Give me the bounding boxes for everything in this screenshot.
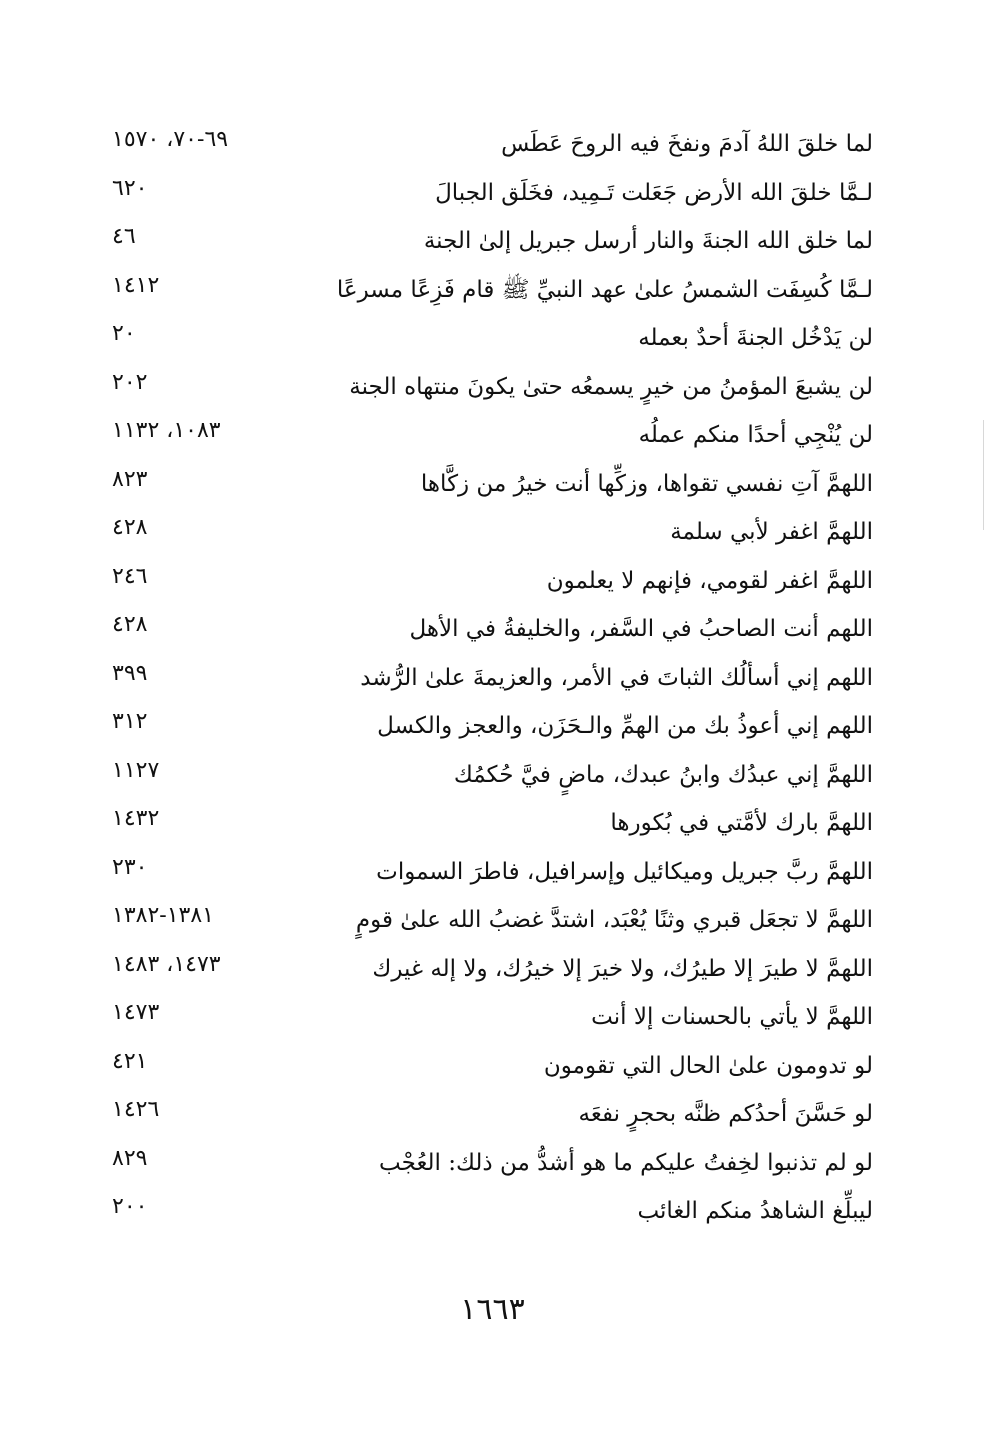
list-item — [100, 803, 873, 852]
entry-page-refs: ٨٢٣ — [112, 466, 148, 492]
list-item — [100, 1094, 873, 1143]
entry-text: لن يُنْجِي أحدًا منكم عملُه — [638, 422, 873, 448]
entry-text: اللهمَّ لا طيرَ إلا طيرُك، ولا خيرَ إلا خيرُك، ولا إله غيرك — [372, 955, 873, 982]
entry-page-refs: ٤٢١ — [112, 1048, 148, 1074]
entry-text: لـمَّا خلقَ الله الأرض جَعَلت تَـمِيد، فخَلَق الجبالَ — [435, 179, 873, 206]
entry-text: اللهم إني أعوذُ بك من الهمِّ والـحَزَن، والعجز والكسل — [377, 713, 873, 739]
list-item — [100, 561, 873, 610]
list-item — [100, 852, 873, 901]
entry-page-refs: ٣١٢ — [112, 709, 148, 734]
list-item — [100, 367, 873, 416]
entry-text: اللهمَّ ربَّ جبريل وميكائيل وإسرافيل، فاطرَ السموات — [376, 858, 873, 885]
list-item — [100, 173, 873, 222]
list-item — [100, 900, 873, 949]
list-item — [100, 221, 873, 270]
entry-page-refs: ٢٠٠ — [112, 1194, 148, 1219]
entry-text: لو تدومون علىٰ الحال التي تقومون — [543, 1052, 873, 1079]
entry-text: اللهمَّ اغفر لأبي سلمة — [670, 519, 873, 545]
list-item — [100, 1191, 873, 1240]
entry-page-refs: ٣٩٩ — [112, 660, 148, 686]
entry-page-refs: ٢٣٠ — [112, 854, 148, 880]
entry-text: لما خلقَ اللهُ آدمَ ونفخَ فيه الروحَ عَطَس — [501, 131, 873, 157]
list-item — [100, 658, 873, 707]
entry-text: لما خلق الله الجنةَ والنار أرسل جبريل إلىٰ الجنة — [423, 228, 873, 254]
entry-page-refs: ١٤٢٦ — [112, 1097, 160, 1122]
entry-text: اللهمَّ لا يأتي بالحسنات إلا أنت — [591, 1004, 873, 1030]
entry-page-refs: ٦٢٠ — [112, 175, 148, 201]
list-item — [100, 318, 873, 367]
entry-text: لن يَدْخُل الجنةَ أحدٌ بعمله — [638, 325, 873, 351]
entry-text: اللهمَّ اغفر لقومي، فإنهم لا يعلمون — [546, 567, 873, 594]
entry-text: اللهمَّ آتِ نفسي تقواها، وزكِّها أنت خيرُ من زكَّاها — [420, 470, 873, 497]
list-item — [100, 464, 873, 513]
entry-page-refs: ٤٢٨ — [112, 612, 148, 637]
entry-text: اللهمَّ إني عبدُك وابنُ عبدك، ماضٍ فيَّ حُكمُك — [453, 761, 873, 788]
list-item — [100, 512, 873, 561]
hadith-index-list — [100, 124, 873, 1240]
entry-text: اللهم أنت الصاحبُ في السَّفر، والخليفةُ في الأهل — [409, 616, 873, 642]
entry-page-refs: ٢٠ — [112, 321, 136, 346]
entry-page-refs: ٢٠٢ — [112, 369, 148, 395]
entry-text: اللهمَّ بارك لأمَّتي في بُكورها — [610, 810, 873, 836]
entry-page-refs: ٦٩-٧٠، ١٥٧٠ — [112, 127, 229, 152]
list-item — [100, 124, 873, 173]
list-item — [100, 755, 873, 804]
entry-page-refs: ١٤٣٢ — [112, 806, 160, 831]
entry-text: لو لم تذنبوا لخِفتُ عليكم ما هو أشدُّ من ذلك: العُجْب — [379, 1149, 873, 1176]
entry-page-refs: ٤٢٨ — [112, 515, 148, 540]
list-item — [100, 949, 873, 998]
list-item — [100, 997, 873, 1046]
entry-page-refs: ١٤٧٣ — [112, 1000, 160, 1025]
entry-text: لن يشبعَ المؤمنُ من خيرٍ يسمعُه حتىٰ يكونَ منتهاه الجنة — [349, 373, 873, 400]
list-item — [100, 415, 873, 464]
list-item — [100, 270, 873, 319]
entry-page-refs: ١٣٨١-١٣٨٢ — [112, 903, 214, 928]
entry-page-refs: ١٠٨٣، ١١٣٢ — [112, 418, 221, 443]
entry-page-refs: ٤٦ — [112, 224, 136, 249]
list-item — [100, 706, 873, 755]
page-edge-shadow — [983, 420, 984, 530]
entry-page-refs: ١٤٧٣، ١٤٨٣ — [112, 951, 221, 977]
entry-text: ليبلِّغ الشاهدُ منكم الغائب — [637, 1198, 873, 1224]
entry-page-refs: ١١٢٧ — [112, 757, 160, 783]
list-item — [100, 609, 873, 658]
list-item — [100, 1046, 873, 1095]
list-item — [100, 1143, 873, 1192]
entry-text: لو حَسَّنَ أحدُكم ظنَّه بحجرٍ نفعَه — [578, 1101, 873, 1127]
entry-text: اللهمَّ لا تجعَل قبري وثنًا يُعْبَد، اشتدَّ غضبُ الله علىٰ قومٍ — [355, 907, 873, 933]
entry-text: لـمَّا كُسِفَت الشمسُ علىٰ عهد النبيِّ ﷺ قام فَزِعًا مسرعًا — [336, 276, 873, 303]
page-number: ١٦٦٣ — [460, 1292, 525, 1327]
entry-text: اللهم إني أسألُك الثباتَ في الأمر، والعزيمةَ علىٰ الرُّشد — [360, 664, 873, 691]
entry-page-refs: ١٤١٢ — [112, 272, 160, 298]
entry-page-refs: ٨٢٩ — [112, 1145, 148, 1171]
entry-page-refs: ٢٤٦ — [112, 563, 148, 589]
